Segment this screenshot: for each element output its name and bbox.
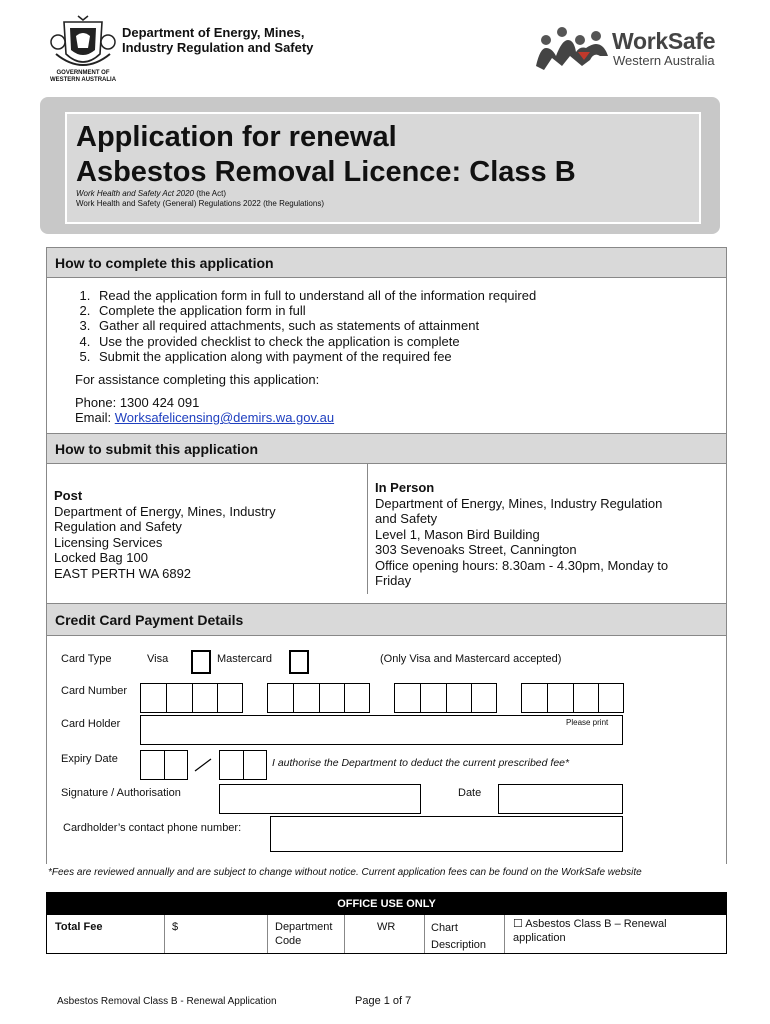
worksafe-people-icon [534,26,612,72]
cell-divider [164,915,165,953]
please-print-note: Please print [566,718,609,727]
office-use-section [46,892,727,954]
digit-divider [243,750,244,780]
digit-divider [217,683,218,713]
email-line: Email: Worksafelicensing@demirs.wa.gov.au [75,410,335,425]
accepted-cards-note: (Only Visa and Mastercard accepted) [380,653,562,665]
authorise-statement: I authorise the Department to deduct the current prescribed fee* [272,757,570,769]
list-item: 4. Use the provided checklist to check the application is complete [94,334,536,349]
cell-divider [267,915,268,953]
card-holder-input[interactable] [140,715,623,745]
mastercard-label: Mastercard [217,653,273,665]
digit-divider [471,683,472,713]
list-item: 5. Submit the application along with payment of the required fee [94,349,536,364]
total-fee-label: Total Fee [55,921,103,933]
section-heading: How to submit this application [47,434,726,464]
contact-phone-input[interactable] [270,816,623,852]
fees-note: *Fees are reviewed annually and are subject to change without notice. Current application fees can be found on the WorkSafe website [48,867,642,878]
dollar-label: $ [172,921,179,933]
department-code-label: Department Code [275,921,333,947]
office-use-heading: OFFICE USE ONLY [47,893,726,915]
digit-divider [192,683,193,713]
digit-divider [164,750,165,780]
post-address: Post Department of Energy, Mines, Industry Regulation and Safety Licensing Services Locked Bag 100 EAST PERTH WA 6892 [54,488,276,581]
email-link[interactable]: Worksafelicensing@demirs.wa.gov.au [114,410,335,425]
digit-divider [573,683,574,713]
legislation-references: Work Health and Safety Act 2020 (the Act) Work Health and Safety (General) Regulations 2022 (the Regulations) [76,189,324,208]
how-to-submit-section [46,433,727,605]
phone-text: Phone: 1300 424 091 [75,395,200,410]
card-holder-label: Card Holder [61,718,121,730]
section-heading: Credit Card Payment Details [47,604,726,636]
visa-checkbox[interactable] [191,650,211,674]
column-divider [367,464,368,594]
list-item: 2. Complete the application form in full [94,303,536,318]
list-item: 1. Read the application form in full to understand all of the information required [94,288,536,303]
date-label: Date [458,787,482,799]
digit-divider [420,683,421,713]
digit-divider [319,683,320,713]
cell-divider [344,915,345,953]
cell-divider [504,915,505,953]
assistance-text: For assistance completing this application: [75,372,320,387]
in-person-address: In Person Department of Energy, Mines, Industry Regulation and Safety Level 1, Mason Bird Building 303 Sevenoaks Street, Cannington Office opening hours: 8.30am - 4.30pm, Monday to Friday [375,480,669,588]
footer-page-number: Page 1 of 7 [355,995,412,1007]
digit-divider [446,683,447,713]
section-heading: How to complete this application [47,248,726,278]
wr-label: WR [377,921,396,933]
credit-card-section [46,603,727,864]
worksafe-title: WorkSafe [612,28,716,54]
visa-label: Visa [147,653,169,665]
cell-divider [424,915,425,953]
contact-phone-label: Cardholder’s contact phone number: [63,822,242,834]
signature-input[interactable] [219,784,421,814]
worksafe-subtitle: Western Australia [613,53,715,68]
footer-document-name: Asbestos Removal Class B - Renewal Application [57,996,277,1007]
expiry-date-label: Expiry Date [61,753,118,765]
digit-divider [547,683,548,713]
department-name: Department of Energy, Mines, Industry Regulation and Safety [122,25,314,55]
list-item: 3. Gather all required attachments, such as statements of attainment [94,318,536,333]
government-wa-label: GOVERNMENT OF WESTERN AUSTRALIA [49,70,117,83]
slash-separator [193,754,213,774]
digit-divider [344,683,345,713]
steps-list [47,288,536,364]
digit-divider [166,683,167,713]
digit-divider [598,683,599,713]
card-number-label: Card Number [61,685,128,697]
document-title: Application for renewal Asbestos Removal Licence: Class B [76,121,576,188]
card-type-label: Card Type [61,653,112,665]
asbestos-renewal-option[interactable]: ☐ Asbestos Class B – Renewal application [513,918,667,944]
chart-description-label: Chart Description [431,922,487,951]
signature-label: Signature / Authorisation [61,787,181,799]
digit-divider [293,683,294,713]
mastercard-checkbox[interactable] [289,650,309,674]
how-to-complete-section [46,247,727,435]
date-input[interactable] [498,784,623,814]
